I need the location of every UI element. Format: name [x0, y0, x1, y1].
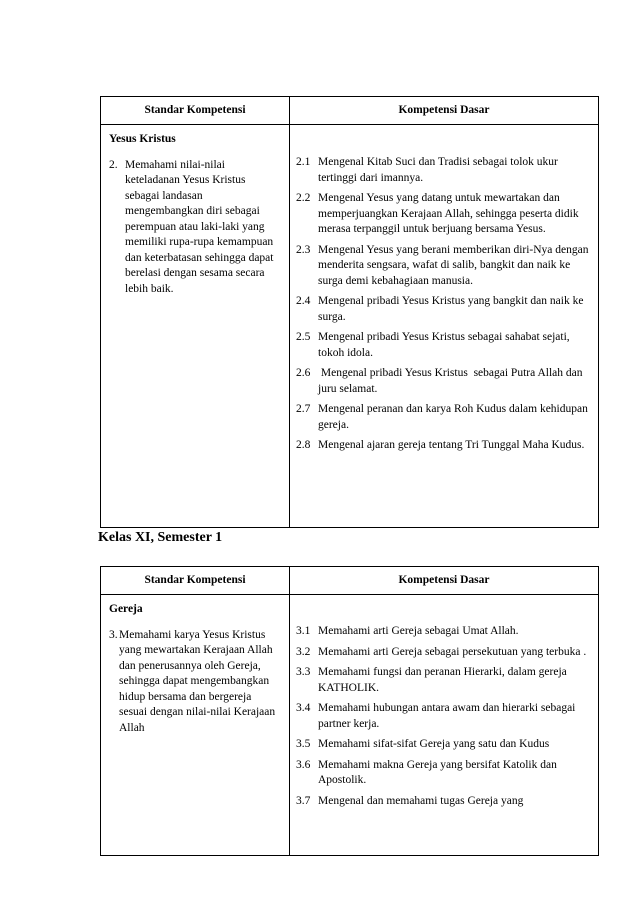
table-header-row	[101, 97, 599, 125]
kd-text: Mengenal ajaran gereja tentang Tri Tunggal Maha Kudus.	[318, 439, 585, 451]
header-standar-kompetensi: Standar Kompetensi	[101, 567, 290, 595]
topic-title: Yesus Kristus	[109, 133, 176, 145]
kd-item	[296, 438, 592, 454]
kompetensi-dasar-cell	[290, 125, 599, 528]
kd-number: 3.6	[296, 758, 311, 771]
kd-number: 3.4	[296, 702, 311, 714]
header-kompetensi-dasar: Kompetensi Dasar	[290, 567, 599, 595]
kd-item	[296, 758, 592, 789]
kd-text: Memahami hubungan antara awam dan hierarki sebagai partner kerja.	[318, 702, 576, 730]
sk-text: Memahami nilai-nilai keteladanan Yesus Kristus sebagai landasan mengembangkan diri sebagai perempuan atau laki-laki yang memiliki rupa-rupa kemampuan dan keterbatasan sehingga dapat berelasi dengan sesama secara lebih baik.	[125, 158, 274, 295]
kd-item	[296, 701, 592, 732]
kd-item	[296, 330, 592, 361]
kd-number: 3.7	[296, 794, 311, 807]
kd-number: 2.5	[296, 331, 311, 343]
kd-number: 2.6	[296, 367, 311, 379]
kd-text: Mengenal Yesus yang datang untuk mewartakan dan memperjuangkan Kerajaan Allah, sehingga peserta didik merasa terpanggil untuk berjuang bersama Yesus.	[318, 192, 579, 235]
kd-number: 2.3	[296, 243, 311, 256]
kd-number: 3.5	[296, 738, 311, 750]
kd-text: Mengenal pribadi Yesus Kristus sebagai Putra Allah dan juru selamat.	[318, 367, 586, 395]
kd-text: Mengenal Yesus yang berani memberikan diri-Nya dengan menderita sengsara, wafat di salib, bangkit dan naik ke surga demi kebahagiaan manusia.	[318, 243, 589, 287]
header-standar-kompetensi: Standar Kompetensi	[101, 97, 290, 125]
sk-text: Memahami karya Yesus Kristus yang mewartakan Kerajaan Allah dan penerusannya oleh Gereja, sehingga dapat mengembangkan hidup bersama dan bergereja sesuai dengan nilai-nilai Kerajaan Allah	[119, 628, 276, 734]
kd-item	[296, 191, 592, 238]
kd-number: 3.3	[296, 666, 311, 678]
kompetensi-dasar-cell	[290, 595, 599, 856]
kd-text: Memahami makna Gereja yang bersifat Katolik dan Apostolik.	[318, 758, 557, 786]
kd-item	[296, 366, 592, 397]
kd-number: 3.2	[296, 645, 311, 658]
kd-text: Mengenal peranan dan karya Roh Kudus dalam kehidupan gereja.	[318, 403, 588, 431]
competency-table-2	[100, 566, 599, 856]
kd-item	[296, 624, 592, 640]
kd-number: 2.1	[296, 156, 311, 168]
kd-text: Memahami arti Gereja sebagai Umat Allah.	[318, 625, 519, 637]
kd-text: Memahami sifat-sifat Gereja yang satu dan Kudus	[318, 738, 550, 750]
kd-list	[290, 595, 598, 822]
kd-list	[290, 125, 598, 467]
kd-item	[296, 155, 592, 186]
kd-item	[296, 794, 592, 810]
table-row	[101, 595, 599, 856]
kd-text: Memahami fungsi dan peranan Hierarki, dalam gereja KATHOLIK.	[318, 666, 567, 694]
kd-item	[296, 665, 592, 696]
standar-kompetensi-cell	[101, 125, 290, 528]
kd-text: Mengenal pribadi Yesus Kristus yang bangkit dan naik ke surga.	[318, 295, 584, 323]
sk-item	[101, 622, 289, 737]
sk-item	[101, 152, 289, 298]
kd-item	[296, 243, 592, 290]
kd-number: 2.4	[296, 295, 311, 307]
kd-number: 2.7	[296, 403, 311, 415]
kd-text: Mengenal dan memahami tugas Gereja yang	[318, 794, 524, 807]
kd-item	[296, 294, 592, 325]
header-kompetensi-dasar: Kompetensi Dasar	[290, 97, 599, 125]
kd-text: Mengenal Kitab Suci dan Tradisi sebagai tolok ukur tertinggi dari imannya.	[318, 156, 558, 184]
section-heading: Kelas XI, Semester 1	[98, 530, 223, 545]
kd-item	[296, 737, 592, 753]
kd-text: Mengenal pribadi Yesus Kristus sebagai sahabat sejati, tokoh idola.	[318, 331, 570, 359]
sk-number: 3.	[109, 628, 118, 641]
table-row	[101, 125, 599, 528]
sk-number: 2.	[109, 158, 118, 171]
table-header-row	[101, 567, 599, 595]
kd-number: 2.8	[296, 439, 311, 451]
kd-item	[296, 645, 592, 661]
kd-number: 3.1	[296, 625, 311, 637]
topic-title: Gereja	[109, 603, 143, 615]
kd-item	[296, 402, 592, 433]
kd-text: Memahami arti Gereja sebagai persekutuan yang terbuka .	[318, 645, 587, 658]
competency-table-1	[100, 96, 599, 528]
kd-number: 2.2	[296, 192, 311, 204]
standar-kompetensi-cell	[101, 595, 290, 856]
